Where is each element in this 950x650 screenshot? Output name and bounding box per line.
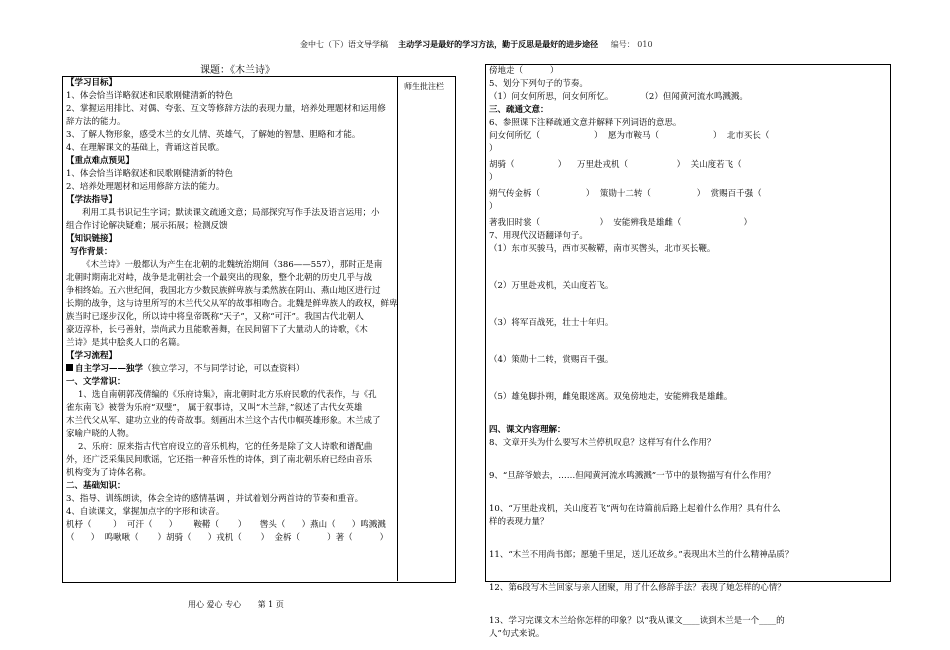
- question-item: 10、“万里赴戎机，关山度若飞”两句在诗篇前后路上起着什么作用？具有什么: [489, 504, 781, 514]
- background-line: 《木兰诗》一般都认为产生在北朝的北魏统治期间（386——557），那时正是南: [82, 260, 383, 270]
- read-line: 胡骑（ ） 万里赴戎机（ ） 关山度若飞（: [489, 160, 742, 170]
- motto: 主动学习是最好的学习方法，勤于反思是最好的进步途径: [398, 39, 599, 49]
- key-item: 1、体会恰当详略叙述和民歌刚健清新的特色: [66, 169, 233, 179]
- right-content: [489, 65, 885, 641]
- goal-item: 3、了解人物形象，感受木兰的女儿情、英雄气，了解她的智慧、胆略和才能。: [66, 130, 361, 140]
- literature-line: 外，还广泛采集民间歌谣，它还指一种音乐性的诗体，到了南北朝乐府已经由音乐: [66, 455, 373, 465]
- doc-number: 编号： 010: [610, 40, 653, 49]
- basic-line: 4、自读课文，掌握加点字的字形和读音。: [66, 507, 225, 517]
- read-line: 7、用现代汉语翻译句子。: [489, 231, 588, 241]
- question-item: 样的表现力量？: [489, 517, 549, 527]
- right-line: （1）问女何所思，问女何所忆。 （2）但闻黄河流水鸣溅溅。: [489, 92, 748, 102]
- background-line: 北朝时期南北对峙，战争是北朝社会一个最突出的现象，整个北朝的历史几乎与战: [66, 273, 373, 283]
- translation-item: （3）将军百战死，壮士十年归。: [489, 318, 614, 328]
- goal-item: 2、掌握运用排比、对偶、夸张、互文等修辞方法的表现力量，培养处理题材和运用修: [66, 104, 386, 114]
- question-item: 8、文章开头为什么要写木兰停机叹息？这样写有什么作用？: [489, 438, 716, 448]
- process-heading: 【学习流程】: [66, 351, 118, 361]
- translation-item: （4）策勋十二转，赏赐百千强。: [489, 355, 614, 365]
- read-heading: 三、疏通文意：: [489, 105, 549, 115]
- page-footer: [188, 598, 298, 611]
- literature-line: 1、选自南朝郭茂倩编的《乐府诗集》，南北朝时北方乐府民歌的代表作，与《孔: [78, 390, 377, 400]
- pinyin-line: （ ） 鸣啾啾（ ）胡骑（ ）戎机（ ） 金柝（ ）著（ ）: [66, 533, 389, 543]
- left-content: [66, 77, 398, 545]
- right-line: 傍地走（ ）: [489, 66, 559, 76]
- question-item: 13、学习完课文木兰给你怎样的印象？以“我从课文____读到木兰是一个____的: [489, 616, 785, 626]
- literature-line: 雀东南飞》被誉为乐府“双璧”， 属于叙事诗，又叫“木兰辞，”叙述了古代女英雄: [66, 403, 363, 413]
- question-item: 9、“旦辞爷娘去，……但闻黄河流水鸣溅溅”一节中的景物描写有什么作用？: [489, 471, 776, 481]
- translation-item: （2）万里赴戎机，关山度若飞。: [489, 281, 614, 291]
- understand-heading: 四、课文内容理解：: [489, 425, 566, 435]
- page-header: [300, 38, 720, 51]
- question-item: 12、第6段写木兰回家与亲人团聚，用了什么修辞手法？表现了她怎样的心情？: [489, 583, 786, 593]
- read-line: ）: [489, 202, 498, 212]
- link-heading: 【知识链接】: [66, 234, 118, 244]
- basic-line: 3、指导、训练朗读，体会全诗的感情基调 ，并试着划分两首诗的节奏和重音。: [66, 494, 364, 504]
- background-line: 争相终始。五六世纪间，我国北方少数民族鲜卑族与柔然族在阴山、燕山地区进行过: [66, 286, 381, 296]
- literature-heading: 一、文学常识：: [66, 377, 126, 387]
- goal-item: 辞方法的能力。: [66, 117, 126, 127]
- read-line: 6、参照课下注释疏通文意并解释下列词语的意思。: [489, 118, 682, 128]
- literature-line: 机构变为了诗体名称。: [66, 468, 152, 478]
- background-heading: 写作背景：: [70, 247, 113, 257]
- self-study-heading: 自主学习——独学（独立学习，不与同学讨论，可以查资料）: [66, 363, 394, 376]
- question-item: 人”句式来说。: [489, 629, 545, 639]
- note-column: [397, 76, 455, 581]
- read-line: 问女何所忆（ ） 愿为市鞍马（ ） 北市买长（: [489, 131, 770, 141]
- background-line: 长期的战争，这与诗里所写的木兰代父从军的故事相吻合。北魏是鲜卑族人的政权，鲜卑: [66, 299, 398, 309]
- pinyin-line: 机杼（ ） 可汗（ ） 鞍鞯（ ） 辔头（ ）燕山（ ）鸣溅溅: [66, 520, 386, 530]
- key-item: 2、培养处理题材和运用修辞方法的能力。: [66, 182, 225, 192]
- background-line: 族当时已逐步汉化，所以诗中将皇帝既称“天子”，又称“可汗”。我国古代北朝人: [66, 312, 364, 322]
- translation-item: （5）雄兔脚扑朔，雌兔眼迷离。双兔傍地走，安能辨我是雄雌。: [489, 392, 733, 402]
- basic-heading: 二、基础知识：: [66, 481, 126, 491]
- background-line: 兰诗》是其中脍炙人口的名篇。: [66, 338, 186, 348]
- background-line: 豪迈淳朴，长弓善射，崇尚武力且能歌善舞，在民间留下了大量动人的诗歌，《木: [66, 325, 368, 335]
- method-text: 组合作讨论解决疑难；展示拓展；检测反馈: [66, 221, 228, 231]
- read-line: ）: [489, 144, 498, 154]
- read-line: ）: [489, 173, 498, 183]
- literature-line: 木兰代父从军、建功立业的传奇故事。刻画出木兰这个古代巾帼英雄形象。木兰成了: [66, 416, 381, 426]
- method-text: 利用工具书识记生字词；默读课文疏通文意；局部探究写作手法及语言运用；小: [82, 208, 380, 218]
- translation-item: （1）东市买骏马，西市买鞍鞯，南市买辔头，北市买长鞭。: [489, 244, 716, 254]
- read-line: 朔气传金柝（ ） 策勋十二转（ ） 赏赐百千强（: [489, 189, 762, 199]
- right-line: 5、划分下列句子的节奏。: [489, 79, 588, 89]
- square-bullet-icon: [66, 364, 73, 371]
- question-item: 11、“木兰不用尚书郎；愿驰千里足，送儿还故乡。”表现出木兰的什么精神品质？: [489, 550, 794, 560]
- lesson-title: 课题：《木兰诗》: [200, 65, 275, 76]
- footer-slogan: 用心 爱心 专心: [188, 600, 242, 609]
- goal-item: 4、在理解课文的基础上，背诵这首民歌。: [66, 143, 225, 153]
- course-title: 金中七（下）语文导学稿: [300, 40, 388, 49]
- page-number: 第 1 页: [257, 600, 284, 609]
- key-heading: 【重点难点预见】: [66, 156, 135, 166]
- note-column-label: 师生批注栏: [404, 82, 444, 91]
- method-heading: 【学法指导】: [66, 195, 118, 205]
- literature-line: 家喻户晓的人物。: [66, 429, 135, 439]
- goals-heading: 【学习目标】: [66, 78, 118, 88]
- read-line: 著我旧时裳（ ） 安能辨我是雄雌（ ）: [489, 218, 752, 228]
- literature-line: 2、乐府：原来指古代官府设立的音乐机构，它的任务是除了文人诗歌和谱配曲: [78, 442, 373, 452]
- goal-item: 1、体会恰当详略叙述和民歌刚健清新的特色: [66, 91, 233, 101]
